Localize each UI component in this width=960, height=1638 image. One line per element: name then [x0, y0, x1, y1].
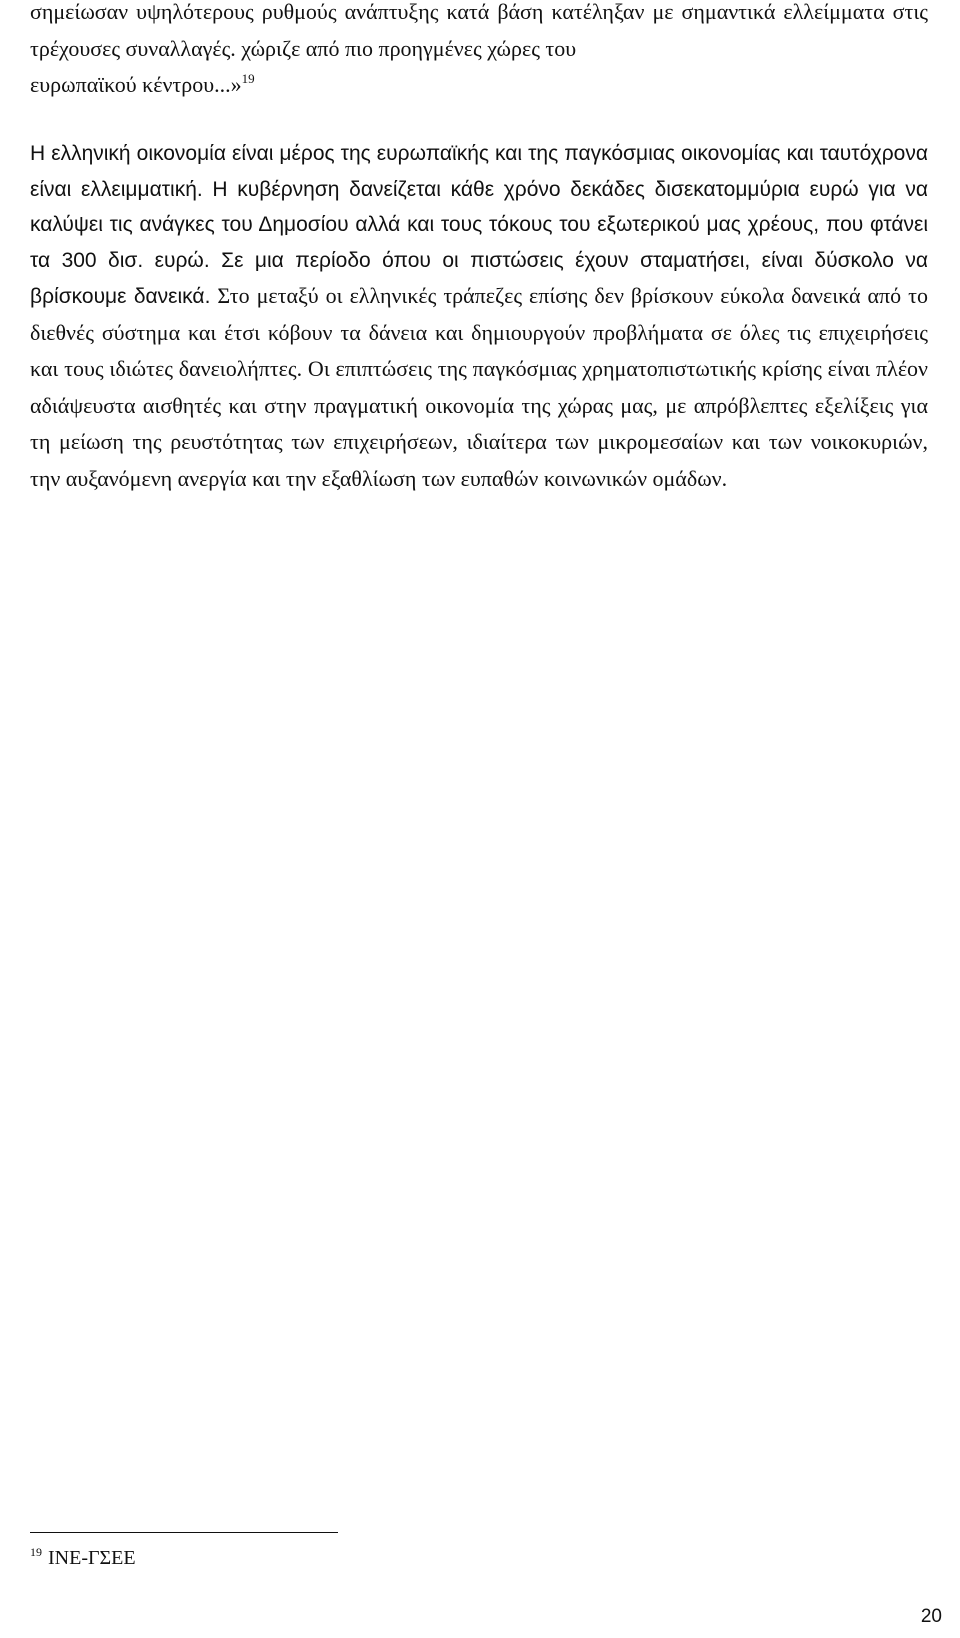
footnote: [30, 1546, 136, 1570]
main-paragraph: [30, 136, 928, 497]
page-number: 20: [920, 1606, 942, 1627]
footnote-text: ΙΝΕ-ΓΣΕΕ: [48, 1547, 136, 1569]
footnote-separator: [30, 1532, 338, 1533]
main-paragraph-part1: Η ελληνική οικονομία είναι μέρος της ευρωπαϊκής και της παγκόσμιας οικονομίας και ταυτόχρονα είναι ελλειμματική. Η κυβέρνηση δανείζεται κάθε χρόνο δεκάδες δισεκατομμύρια ευρώ για να καλύψει τις ανάγκες του Δημοσίου αλλά και τους τόκους του εξωτερικού μας χρέους, που φτάνει τα 300 δισ. ευρώ. Σε μια περίοδο όπου οι πιστώσεις έχουν σταματήσει, είναι δύσκολο να βρίσκουμε δανεικά.: [30, 142, 928, 308]
footnote-number: 19: [30, 1545, 42, 1559]
footnote-reference[interactable]: 19: [241, 71, 255, 86]
main-paragraph-part2: Στο μεταξύ οι ελληνικές τράπεζες επίσης δεν βρίσκουν εύκολα δανεικά από το διεθνές σύστημα και έτσι κόβουν τα δάνεια και δημιουργούν προβλήματα σε όλες τις επιχειρήσεις και τους ιδιώτες δανειολήπτες. Οι επιπτώσεις της παγκόσμιας χρηματοπιστωτικής κρίσης είναι πλέον αδιάψευστα αισθητές και στην πραγματική οικονομία της χώρας μας, με απρόβλεπτες εξελίξεις για τη μείωση της ρευστότητας των επιχειρήσεων, ιδιαίτερα των μικρομεσαίων και των νοικοκυριών, την αυξανόμενη ανεργία και την εξαθλίωση των ευπαθών κοινωνικών ομάδων.: [30, 283, 928, 491]
continuation-closing-text: ευρωπαϊκού κέντρου...»: [30, 72, 242, 97]
continuation-text: σημείωσαν υψηλότερους ρυθμούς ανάπτυξης κατά βάση κατέληξαν με σημαντικά ελλείμματα στις τρέχουσες συναλλαγές. χώριζε από πιο προηγμένες χώρες του: [30, 0, 928, 61]
continuation-last-line: [30, 67, 928, 103]
continuation-paragraph: [30, 0, 928, 103]
